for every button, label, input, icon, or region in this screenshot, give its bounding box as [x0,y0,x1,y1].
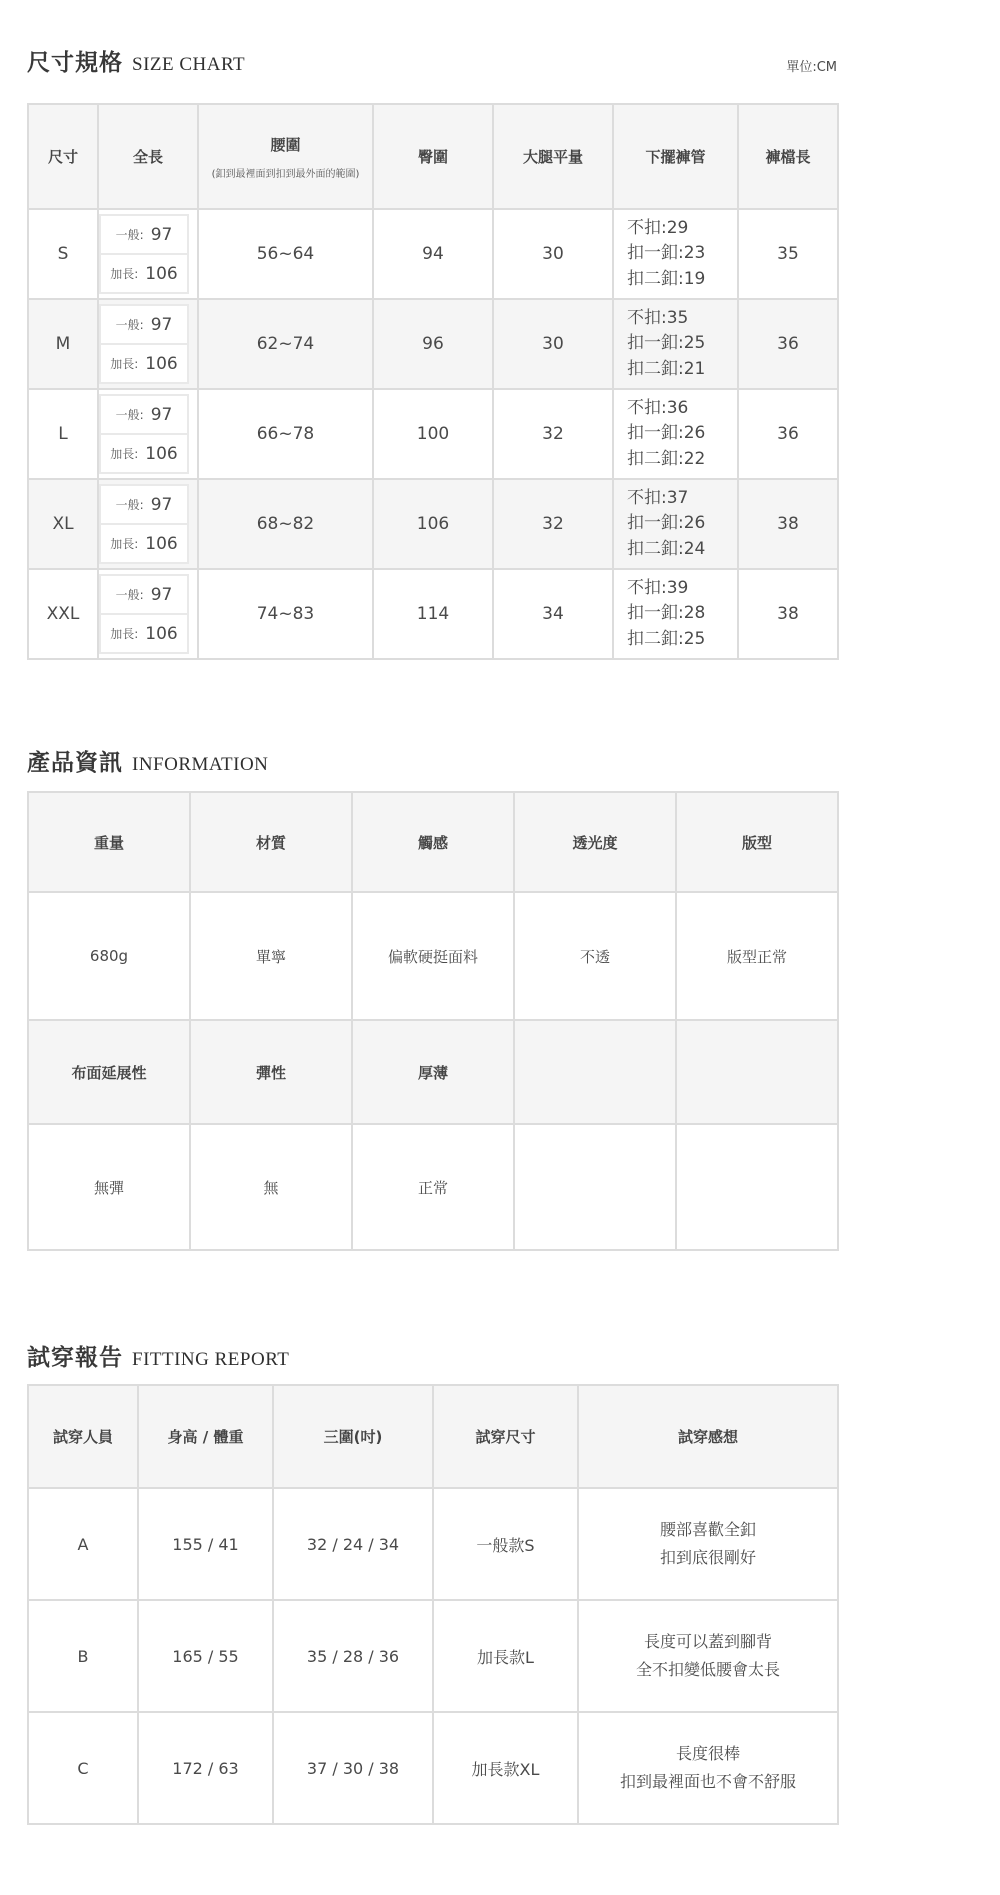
length-extended-value: 106 [145,443,178,464]
thigh-cell: 32 [493,389,613,479]
waist-cell: 74~83 [198,569,373,659]
length-regular-value: 97 [150,224,173,245]
info-stretch-value: 無彈 [28,1124,190,1250]
col-header-crotch: 褲檔長 [738,104,838,209]
waist-cell: 66~78 [198,389,373,479]
fit-comment-cell [578,1488,838,1600]
waist-header-note: (釦到最裡面到扣到最外面的範圍) [211,168,360,180]
length-extended-label: 加長: [110,537,139,551]
size-cell: XL [28,479,98,569]
hem-two-button: 扣二釦:22 [627,448,706,469]
thigh-cell: 30 [493,299,613,389]
information-title-zh: 產品資訊 [27,750,123,776]
info-header-thickness: 厚薄 [352,1020,514,1124]
info-value-row-2 [28,1124,838,1250]
length-extended [101,255,187,292]
length-extended-value: 106 [145,353,178,374]
info-touch-value: 偏軟硬挺面料 [352,892,514,1020]
hip-cell: 100 [373,389,493,479]
length-box [99,574,189,654]
hem-cell [613,479,738,569]
fit-height-weight-cell: 155 / 41 [138,1488,273,1600]
info-opacity-value: 不透 [514,892,676,1020]
hem-unbuttoned: 不扣:36 [627,397,689,418]
col-header-size: 尺寸 [28,104,98,209]
length-box [99,214,189,294]
waist-header-label: 腰圍 [270,135,301,154]
fit-measurements-cell: 35 / 28 / 36 [273,1600,433,1712]
hem-unbuttoned: 不扣:39 [627,577,689,598]
length-extended-value: 106 [145,533,178,554]
length-regular-label: 一般: [115,408,144,422]
crotch-cell: 35 [738,209,838,299]
length-extended [101,615,187,652]
size-chart-header-row [28,104,838,209]
hem-cell [613,389,738,479]
size-chart-title-zh: 尺寸規格 [27,50,123,76]
fit-size-cell: 加長款XL [433,1712,578,1824]
hip-cell: 94 [373,209,493,299]
fit-comment-line-1: 長度可以蓋到腳背 [643,1632,772,1651]
hem-two-button: 扣二釦:25 [627,628,706,649]
fitting-report-header [27,1339,837,1372]
page-content [27,44,837,1825]
size-row-s [28,209,838,299]
length-regular [101,396,187,435]
fitting-report-title-zh: 試穿報告 [27,1345,123,1371]
info-header-opacity: 透光度 [514,792,676,892]
fitting-header-row [28,1385,838,1488]
unit-label: 單位:CM [786,60,837,75]
size-row-xl [28,479,838,569]
info-header-weight: 重量 [28,792,190,892]
hem-one-button: 扣一釦:23 [627,243,706,264]
fit-comment-line-2: 扣到最裡面也不會不舒服 [619,1772,796,1791]
crotch-cell: 38 [738,479,838,569]
fit-person-cell: B [28,1600,138,1712]
information-title-en: INFORMATION [132,754,269,775]
info-header-empty-1 [514,1020,676,1124]
length-cell [98,209,198,299]
info-value-empty-2 [676,1124,838,1250]
col-header-waist [198,104,373,209]
crotch-cell: 36 [738,299,838,389]
length-regular-label: 一般: [115,498,144,512]
fit-header-person: 試穿人員 [28,1385,138,1488]
length-regular [101,216,187,255]
hip-cell: 96 [373,299,493,389]
length-regular-label: 一般: [115,228,144,242]
information-title [27,744,268,777]
info-header-row-2 [28,1020,838,1124]
info-fit-value: 版型正常 [676,892,838,1020]
hem-one-button: 扣一釦:25 [627,333,706,354]
thigh-cell: 32 [493,479,613,569]
hip-cell: 114 [373,569,493,659]
info-value-empty-1 [514,1124,676,1250]
length-cell [98,299,198,389]
size-cell: M [28,299,98,389]
size-cell: S [28,209,98,299]
fit-person-cell: A [28,1488,138,1600]
fit-header-measurements: 三圍(吋) [273,1385,433,1488]
thigh-cell: 34 [493,569,613,659]
size-row-l [28,389,838,479]
hem-two-button: 扣二釦:19 [627,268,706,289]
length-cell [98,479,198,569]
hem-two-button: 扣二釦:21 [627,358,706,379]
fit-header-size: 試穿尺寸 [433,1385,578,1488]
length-regular [101,486,187,525]
length-regular-label: 一般: [115,318,144,332]
information-header [27,744,837,777]
info-header-stretch: 布面延展性 [28,1020,190,1124]
size-chart-table [27,103,839,660]
length-box [99,484,189,564]
length-regular-value: 97 [150,584,173,605]
waist-cell: 56~64 [198,209,373,299]
length-cell [98,389,198,479]
length-regular-value: 97 [150,404,173,425]
fit-person-cell: C [28,1712,138,1824]
length-extended-label: 加長: [110,447,139,461]
info-header-fit: 版型 [676,792,838,892]
fitting-report-table [27,1384,839,1825]
fit-comment-line-1: 腰部喜歡全釦 [659,1520,756,1539]
crotch-cell: 38 [738,569,838,659]
col-header-hem: 下擺褲管 [613,104,738,209]
length-cell [98,569,198,659]
hem-cell [613,209,738,299]
hem-unbuttoned: 不扣:37 [627,487,689,508]
length-extended-label: 加長: [110,267,139,281]
length-extended-label: 加長: [110,627,139,641]
info-elasticity-value: 無 [190,1124,352,1250]
fit-comment-cell [578,1712,838,1824]
fit-comment-cell [578,1600,838,1712]
hem-two-button: 扣二釦:24 [627,538,706,559]
size-row-xxl [28,569,838,659]
length-extended [101,345,187,382]
length-extended [101,435,187,472]
hem-one-button: 扣一釦:26 [627,423,706,444]
fit-size-cell: 一般款S [433,1488,578,1600]
col-header-hip: 臀圍 [373,104,493,209]
size-chart-header [27,44,837,77]
info-header-material: 材質 [190,792,352,892]
fit-height-weight-cell: 165 / 55 [138,1600,273,1712]
length-extended-label: 加長: [110,357,139,371]
crotch-cell: 36 [738,389,838,479]
size-chart-title [27,44,245,77]
fit-comment-line-1: 長度很棒 [675,1744,740,1763]
thigh-cell: 30 [493,209,613,299]
fit-header-height-weight: 身高 / 體重 [138,1385,273,1488]
fitting-row-c [28,1712,838,1824]
info-material-value: 單寧 [190,892,352,1020]
hip-cell: 106 [373,479,493,569]
waist-cell: 68~82 [198,479,373,569]
fit-comment-line-2: 全不扣變低腰會太長 [635,1660,780,1679]
fit-measurements-cell: 37 / 30 / 38 [273,1712,433,1824]
hem-unbuttoned: 不扣:29 [627,217,689,238]
fitting-report-title [27,1339,289,1372]
fit-header-comment: 試穿感想 [578,1385,838,1488]
info-header-elasticity: 彈性 [190,1020,352,1124]
fit-height-weight-cell: 172 / 63 [138,1712,273,1824]
hem-one-button: 扣一釦:28 [627,603,706,624]
info-header-row-1 [28,792,838,892]
hem-unbuttoned: 不扣:35 [627,307,689,328]
info-weight-value: 680g [28,892,190,1020]
waist-cell: 62~74 [198,299,373,389]
fitting-row-b [28,1600,838,1712]
length-regular-value: 97 [150,314,173,335]
size-row-m [28,299,838,389]
col-header-thigh: 大腿平量 [493,104,613,209]
hem-cell [613,569,738,659]
length-regular [101,306,187,345]
length-regular [101,576,187,615]
fit-comment-line-2: 扣到底很剛好 [659,1548,756,1567]
col-header-length: 全長 [98,104,198,209]
length-extended-value: 106 [145,263,178,284]
fitting-row-a [28,1488,838,1600]
info-thickness-value: 正常 [352,1124,514,1250]
info-header-touch: 觸感 [352,792,514,892]
length-extended [101,525,187,562]
length-regular-label: 一般: [115,588,144,602]
hem-one-button: 扣一釦:26 [627,513,706,534]
info-value-row-1 [28,892,838,1020]
fit-size-cell: 加長款L [433,1600,578,1712]
fitting-report-title-en: FITTING REPORT [132,1349,290,1370]
fit-measurements-cell: 32 / 24 / 34 [273,1488,433,1600]
size-cell: L [28,389,98,479]
length-regular-value: 97 [150,494,173,515]
length-extended-value: 106 [145,623,178,644]
info-header-empty-2 [676,1020,838,1124]
length-box [99,304,189,384]
size-cell: XXL [28,569,98,659]
information-table [27,791,839,1251]
length-box [99,394,189,474]
hem-cell [613,299,738,389]
size-chart-title-en: SIZE CHART [132,54,246,75]
